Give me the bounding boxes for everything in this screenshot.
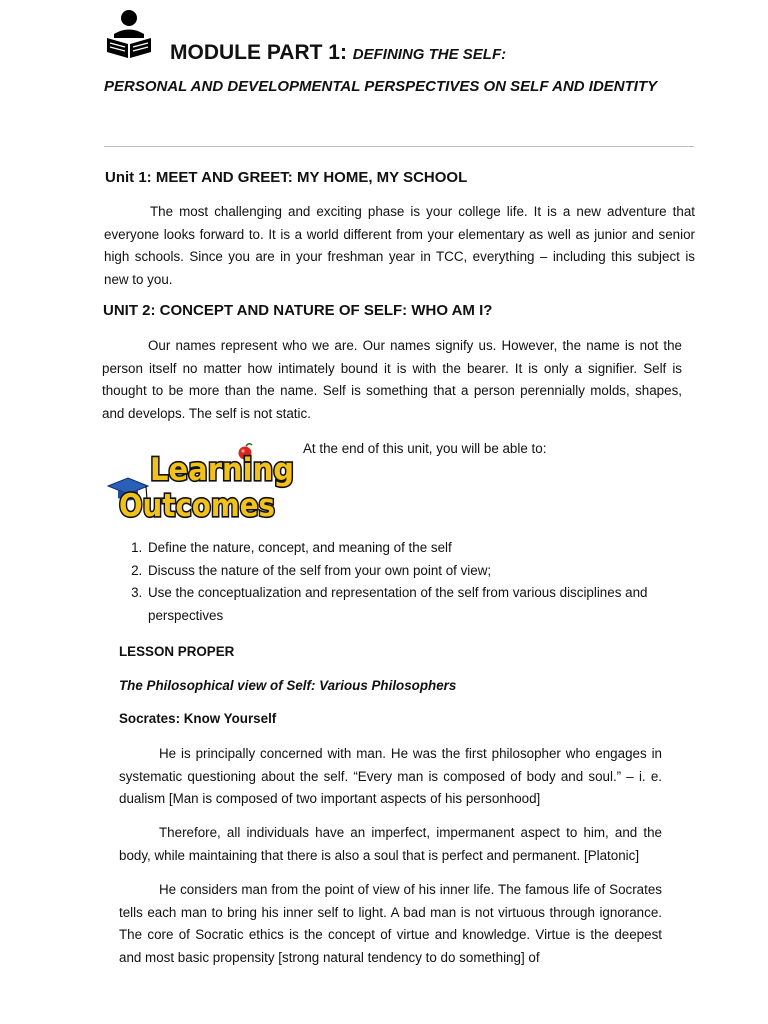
module-label: MODULE PART 1: [170, 41, 347, 64]
person-reading-icon [104, 8, 154, 60]
list-item: 2. Discuss the nature of the self from your own point of view; [146, 560, 706, 583]
list-item: 1. Define the nature, concept, and meaning of the self [146, 537, 706, 560]
lesson-subtitle: The Philosophical view of Self: Various Philosophers [119, 678, 457, 693]
list-item: 3. Use the conceptualization and representation of the self from various disciplines and perspectives [146, 582, 706, 627]
lesson-paragraph: He is principally concerned with man. He was the first philosopher who engages in systematic questioning about the self. “Every man is composed of body and soul.” – i. e. dualism [Man is composed of two important aspects of his personhood] [119, 746, 662, 806]
section-heading: Socrates: Know Yourself [119, 711, 277, 726]
unit2-heading: UNIT 2: CONCEPT AND NATURE OF SELF: WHO AM I? [103, 302, 493, 319]
learning-outcomes-intro: At the end of this unit, you will be able to: [303, 441, 547, 456]
header-divider [104, 146, 694, 147]
lesson-paragraph: Therefore, all individuals have an imperfect, impermanent aspect to him, and the body, while maintaining that there is also a soul that is perfect and permanent. [Platonic] [119, 825, 662, 863]
logo-line2: Outcomes [119, 488, 275, 524]
logo-line1: Learning [150, 452, 294, 488]
learning-outcomes-list [120, 537, 706, 627]
lesson-proper-label: LESSON PROPER [119, 644, 235, 659]
module-subtitle-continued: PERSONAL AND DEVELOPMENTAL PERSPECTIVES ON SELF AND IDENTITY [104, 78, 658, 95]
module-subtitle: DEFINING THE SELF: [352, 46, 507, 63]
learning-outcomes-logo [106, 442, 300, 524]
module-title [170, 41, 506, 65]
unit2-paragraph: Our names represent who we are. Our names signify us. However, the name is not the person itself no matter how intimately bound it is with the bearer. It is only a signifier. Self is thought to be more than the name. Self is something that a person perennially molds, shapes, and develops. The self is not static. [102, 338, 682, 421]
unit1-paragraph: The most challenging and exciting phase is your college life. It is a new adventure that everyone looks forward to. It is a world different from your elementary as well as junior and senior high schools. Since you are in your freshman year in TCC, everything – including this subject is new to you. [104, 204, 695, 287]
unit1-heading: Unit 1: MEET AND GREET: MY HOME, MY SCHOOL [105, 169, 468, 186]
lesson-paragraph: He considers man from the point of view of his inner life. The famous life of Socrates tells each man to bring his inner self to light. A bad man is not virtuous through ignorance. The core of Socratic ethics is the concept of virtue and knowledge. Virtue is the deepest and most basic propensity [strong natural tendency to do something] of [119, 882, 662, 965]
